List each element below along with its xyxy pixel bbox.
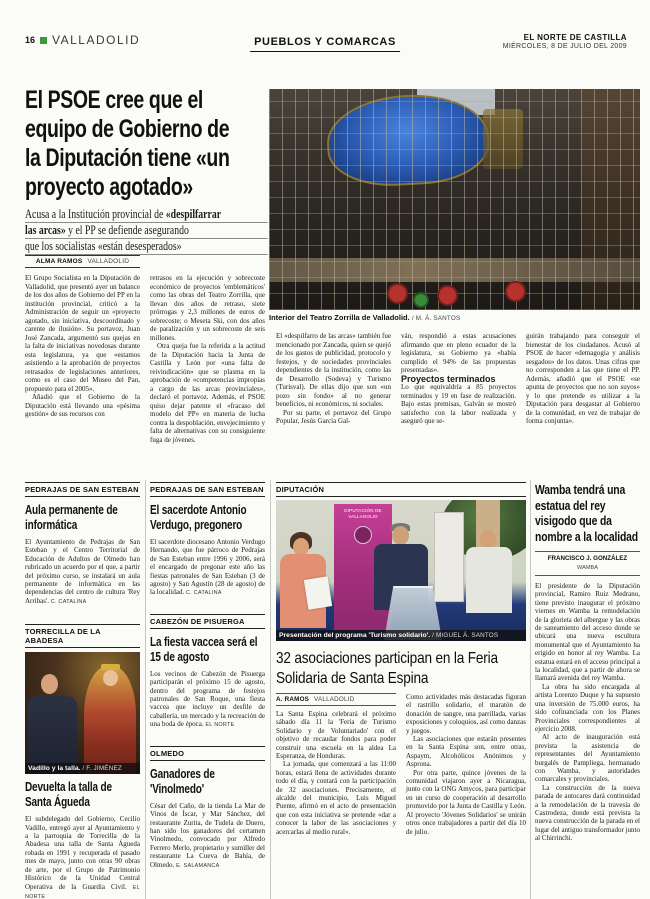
byline-place: VALLADOLID bbox=[314, 696, 355, 703]
page-number: 16 bbox=[25, 35, 36, 45]
lead-headline-line: la Diputación tiene «un bbox=[25, 144, 230, 172]
lead-column-1 bbox=[25, 274, 140, 419]
article-aula-informatica bbox=[25, 482, 140, 606]
paragraph-text: El Ayuntamiento de Pedrajas de San Esteban y el Centro Territorial de Educación de Adultos de Olmedo han rubricado un acuerdo por el que, a partir del próximo curso, se instalará un aula permanente de informática en las dependencias del centro de cultura 'Rey Arribas'. bbox=[25, 538, 140, 605]
banner-emblem-shape bbox=[354, 526, 372, 544]
paragraph-text: El subdelegado del Gobierno, Cecilio Vadillo, entregó ayer al Ayuntamiento y a la parroquia de Torrecilla de la Abadesa una talla de Santa Águeda robada en 1991 y recuperada el pasado mes de mayo, junto con otras 90 obras de arte, por el Grupo de Patrimonio Histórico de la Unidad Central Operativa de la Guardia Civil. bbox=[25, 815, 140, 891]
article-title: Wamba tendrá una estatua del rey visigodo que da nombre a la localidad bbox=[535, 482, 638, 544]
subhead-text: Acusa a la Institución provincial de bbox=[25, 207, 166, 221]
caption-text: Vadillo y la talla. bbox=[28, 765, 81, 773]
lead-column-2 bbox=[150, 274, 265, 444]
signature: E. SALAMANCA bbox=[176, 862, 220, 869]
lower-column-2 bbox=[150, 482, 265, 870]
article-body bbox=[150, 670, 265, 730]
subhead-bold: «despilfarrar bbox=[165, 207, 222, 221]
byline-place: VALLADOLID bbox=[87, 258, 130, 265]
newspaper-name: EL NORTE DE CASTILLA bbox=[523, 33, 627, 42]
kicker: PEDRAJAS DE SAN ESTEBAN bbox=[25, 482, 140, 497]
paragraph: El Grupo Socialista en la Diputación de Valladolid, que presentó ayer un balance de los dos años de Gobierno del PP en la institución provincial, criticó a la Administración de seguir un «proyecto agotado, sin iniciativa, descoordinado y carente de ilusión». Su portavoz, Juan José Zancada, argumentó sus quejas en la falta de iniciativas novedosas durante esta legislatura, ya que «estamos asistiendo a la aprobación de proyectos retrasados de legislaciones anteriores, como es el caso del Museo del Pan, propuesto para el 2005». bbox=[25, 274, 140, 393]
paragraph: Las asociaciones que estarán presentes en la Santa Espina son, entre otras, Aspaym, Alcohólicos Anónimos y Asprona. bbox=[406, 735, 526, 769]
cable-reel-shape bbox=[437, 285, 458, 306]
kicker: OLMEDO bbox=[150, 746, 265, 761]
article-fiesta-vaccea bbox=[150, 614, 265, 730]
article-title: Ganadores de 'Vinolmedo' bbox=[150, 766, 215, 796]
article-title: Devuelta la talla de Santa Águeda bbox=[25, 780, 112, 810]
article-title: La fiesta vaccea será el 15 de agosto bbox=[150, 634, 258, 664]
lead-column-4 bbox=[401, 332, 516, 426]
paragraph: Lo que equivaldría a 85 proyectos terminados y 19 en fase de realización. Bajo estas premisas, Galván se mostró satisfecho con la labor realizada y aseguró que se- bbox=[401, 383, 516, 425]
banner-text: DIPUTACIÓN DE VALLADOLID bbox=[344, 508, 382, 519]
paragraph: El «despilfarro de las arcas» también fue mencionado por Zancada, quien se quejó de los gastos de publicidad, protocolo y festejos, y de sociedades provinciales dependientes de la institución, como las de Desarrollo (Sodeva) y Turismo (Turisval). De ellas dijo que son «un pozo sin fondo» al no generar beneficios, ni económicos, ni sociales. bbox=[276, 332, 391, 408]
green-reel-shape bbox=[413, 292, 429, 308]
article-body bbox=[535, 582, 640, 843]
paragraph bbox=[25, 538, 140, 606]
subhead-text: y el PP se defiende asegurando bbox=[65, 223, 189, 237]
feria-column-right bbox=[406, 693, 526, 836]
paragraph: La jornada, que comenzará a las 11:00 horas, estará llena de actividades durante todo el día, y contará con la participación de 32 asociaciones. Precisamente, el alcalde del municipio, Luis Miguel Puente, afirmó en el acto de presentación que con esta iniciativa se pretende «dar a conocer la labor de las asociaciones y acercarlas al medio rural». bbox=[276, 760, 396, 836]
paragraph: Otra queja fue la referida a la actitud de la Diputación hacia la Junta de Castilla y León por «una falta de reivindicación» que se plasma en la aprobación de «competencias impropias a cargo de las arcas provinciales», declaró el portavoz. Además, el PSOE quiso dejar patente el «fracaso del modelo del PP» en materia de lucha contra la despoblación, envejecimiento y falta de alternativas con su consiguiente fuga de jóvenes. bbox=[150, 342, 265, 444]
presentacion-turismo-solidario-photo bbox=[276, 500, 526, 641]
lead-headline-line: El PSOE cree que el bbox=[25, 86, 203, 114]
lead-headline bbox=[25, 86, 268, 202]
paragraph: guirán trabajando para conseguir el bienestar de los ciudadanos. Acusó al PSOE de hacer «demagogia y análisis sesgados» de los datos. Unas cifras que no corresponden a las que tiene el PP. Además, añadió que el PSOE «se apunta de proyectos que no son suyos» y lo que pretende es utilizar a la Diputación para desgastar al Gobierno de la comunidad, en vez de trabajar de forma conjunta». bbox=[526, 332, 640, 425]
article-pregonero bbox=[150, 482, 265, 598]
cable-reel-shape bbox=[387, 283, 408, 304]
article-vinolmedo bbox=[150, 746, 265, 870]
byline-place: WAMBA bbox=[577, 565, 598, 571]
lower-column-1 bbox=[25, 482, 140, 899]
lead-headline-line: proyecto agotado» bbox=[25, 173, 193, 201]
kicker: TORRECILLA DE LA ABADESA bbox=[25, 624, 140, 648]
section-title: PUEBLOS Y COMARCAS bbox=[250, 36, 400, 52]
page-header-left bbox=[25, 33, 140, 47]
paragraph: El presidente de la Diputación provincial, Ramiro Ruiz Medrano, tiene previsto inaugurar el próximo viernes en Wamba la remodelación de la glorieta del albergue y las obras de saneamiento del acceso donde se ubicará una nueva escultura monumental que el Ayuntamiento ha erigido en honor al rey Wamba. La estatua estará en el acceso principal a la localidad, que a partir de ahora se llamará avenida del rey Wamba. bbox=[535, 582, 640, 683]
speaker-head-shape bbox=[392, 526, 409, 545]
signature: C. CATALINA bbox=[185, 590, 222, 597]
photo-credit: / F. JIMÉNEZ bbox=[82, 765, 122, 773]
subhead-line bbox=[25, 207, 268, 223]
paragraph-text: César del Caño, de la tienda La Mar de Vinos de Íscar, y Mar Sánchez, del restaurante Zurita, de Tudela de Duero, han sido los ganadores del certamen Vinolmedo, convocado por Alfredo Ferrero Merlo, propietario y sumiller del restaurante La Cueva de Bahía, de Olmedo. bbox=[150, 801, 265, 869]
second-man-shirt-shape bbox=[466, 547, 512, 613]
article-body bbox=[276, 710, 396, 836]
teatro-zorrilla-photo bbox=[269, 89, 640, 310]
paragraph-text: Los vecinos de Cabezón de Pisuerga participarán el próximo 15 de agosto, dentro del programa de festejos patronales de San Roque, una fiesta vaccea que incluye un desfile de caballería, un mercado y la recreación de una boda de época. bbox=[150, 669, 265, 729]
paragraph: Al acto de inauguración está prevista la asistencia de representantes del Ayuntamiento burgalés de Pampliega, hermanado con Wamba, y autoridades comarcales y provinciales. bbox=[535, 733, 640, 784]
photo-caption-overlay bbox=[25, 763, 140, 774]
article-byline bbox=[535, 551, 640, 576]
subhead-bold: las arcas» bbox=[25, 223, 66, 237]
article-body bbox=[150, 538, 265, 598]
paragraph: La Santa Espina celebrará el próximo sábado día 11 la 'Feria de Turismo Solidario y de Voluntariado' con el objetivo de recaudar fondos para poder construir una escuela en la aldea La Esperanza, de Honduras. bbox=[276, 710, 396, 761]
lead-subheadline bbox=[25, 207, 268, 255]
signature: EL NORTE bbox=[25, 884, 140, 899]
signature: C. CATALINA bbox=[50, 598, 87, 605]
subhead-line bbox=[25, 223, 268, 239]
article-title: Aula permanente de informática bbox=[25, 503, 118, 532]
paragraph bbox=[25, 815, 140, 899]
paragraph-text: El sacerdote diocesano Antonio Verdugo Hernando, que fue párroco de Pedrajas de San Esteban entre 1996 y 2006, será el encargado de pregonar este año las fiestas patronales de San Esteban (3 de agosto) y San Agustín (28 de agosto) de la localidad. bbox=[150, 538, 265, 597]
crosshead: Proyectos terminados bbox=[401, 373, 496, 384]
man-head-shape bbox=[41, 674, 58, 694]
photo-credit: / M. Á. SANTOS bbox=[411, 315, 461, 322]
paragraph: La obra ha sido encargada al artista Lorenzo Duque y ha supuesto una inversión de 75.000 euros, ha sido cofinanciada con los Planes Provinciales correspondientes al ejercicio 2008. bbox=[535, 682, 640, 733]
article-body bbox=[25, 815, 140, 899]
paragraph: ván, respondió a estas acusaciones afirmando que en pleno ecuador de la legislatura, su Gobierno ya «había cumplido el 94% de las propuestas presentadas». bbox=[401, 332, 516, 374]
column-divider bbox=[530, 480, 531, 899]
paragraph bbox=[150, 538, 265, 598]
paragraph bbox=[150, 802, 265, 870]
cable-reel-shape bbox=[505, 281, 526, 302]
caption-text: Presentación del programa 'Turismo solidario'. bbox=[279, 632, 431, 639]
lead-byline bbox=[25, 255, 140, 268]
kicker: CABEZÓN DE PISUERGA bbox=[150, 614, 265, 629]
article-title: 32 asociaciones participan en la Feria Solidaria de Santa Espina bbox=[276, 650, 498, 687]
article-wamba-estatua bbox=[535, 482, 640, 843]
paper-sheet-shape bbox=[304, 576, 332, 609]
page-header-right bbox=[503, 33, 627, 51]
article-body bbox=[150, 802, 265, 870]
paragraph: Como actividades más destacadas figuran el rastrillo solidario, el maratón de donación de sangre, una parrillada, varias exposiciones y coloquios, así como danzas y juegos. bbox=[406, 693, 526, 735]
photo-credit: / MIGUEL Á. SANTOS bbox=[432, 632, 499, 639]
article-body bbox=[25, 538, 140, 606]
lead-column-5 bbox=[526, 332, 640, 426]
caption-text: Interior del Teatro Zorrilla de Valladolid. bbox=[269, 313, 410, 322]
article-feria-solidaria bbox=[276, 482, 526, 836]
vadillo-talla-photo bbox=[25, 652, 140, 774]
column-divider bbox=[270, 480, 271, 899]
scaffolding-texture bbox=[269, 89, 640, 310]
byline-author: FRANCISCO J. GONZÁLEZ bbox=[547, 555, 628, 562]
paragraph: Por otra parte, quince jóvenes de la comunidad viajaron ayer a Nicaragua, junto con la ONG Amycos, para participar en un curso de cooperación al desarrollo promovido por la Junta de Castilla y León. Al proyecto 'Jóvenes Solidarios' se unirán otros once trabajadores a partir del día 10 de julio. bbox=[406, 768, 526, 836]
teatro-photo-caption bbox=[269, 313, 640, 322]
column-divider bbox=[145, 480, 146, 899]
white-banner-shape bbox=[434, 512, 464, 602]
paragraph: La construcción de la nueva parada de autocares dará continuidad a la remodelación de la travesía de Castrodeza, donde está prevista la nueva construcción de la parada en el lugar del antiguo transformador junto al Chirrinchi. bbox=[535, 783, 640, 843]
article-body bbox=[406, 693, 526, 836]
second-man-head-shape bbox=[480, 530, 496, 548]
article-talla-santa-agueda bbox=[25, 624, 140, 899]
paragraph: retrasos en la ejecución y sobrecoste económico de proyectos 'emblemáticos' como las obras del Teatro Zorrilla, que llevan dos años de retraso, siete prórrogas y 2,3 millones de euros de sobrecoste; o Meseta Ski, con dos años de paralización y un sobrecoste de seis millones. bbox=[150, 274, 265, 342]
feria-column-left bbox=[276, 693, 396, 836]
section-name: VALLADOLID bbox=[52, 33, 141, 47]
paragraph: Añadió que el Gobierno de la Diputación está llevando una «pésima gestión» de sus recursos con bbox=[25, 393, 140, 418]
kicker: PEDRAJAS DE SAN ESTEBAN bbox=[150, 482, 265, 497]
signature: EL NORTE bbox=[205, 722, 235, 729]
article-title: El sacerdote Antonio Verdugo, pregonero bbox=[150, 503, 247, 532]
lead-headline-line: equipo de Gobierno de bbox=[25, 115, 230, 143]
paragraph bbox=[150, 670, 265, 730]
subhead-line: que los socialistas «están desesperados» bbox=[25, 239, 268, 255]
kicker: DIPUTACIÓN bbox=[276, 482, 526, 497]
byline-author: ALMA RAMOS bbox=[35, 258, 83, 265]
photo-caption-overlay bbox=[276, 630, 526, 641]
feria-body-columns bbox=[276, 693, 526, 836]
lead-column-3 bbox=[276, 332, 391, 426]
paragraph: Por su parte, el portavoz del Grupo Popular, Jesús García Gal- bbox=[276, 408, 391, 425]
edition-date: MIÉRCOLES, 8 DE JULIO DEL 2009 bbox=[502, 43, 627, 50]
section-square-icon bbox=[40, 37, 47, 44]
byline-author: A. RAMOS bbox=[276, 696, 310, 703]
article-byline bbox=[276, 693, 396, 706]
